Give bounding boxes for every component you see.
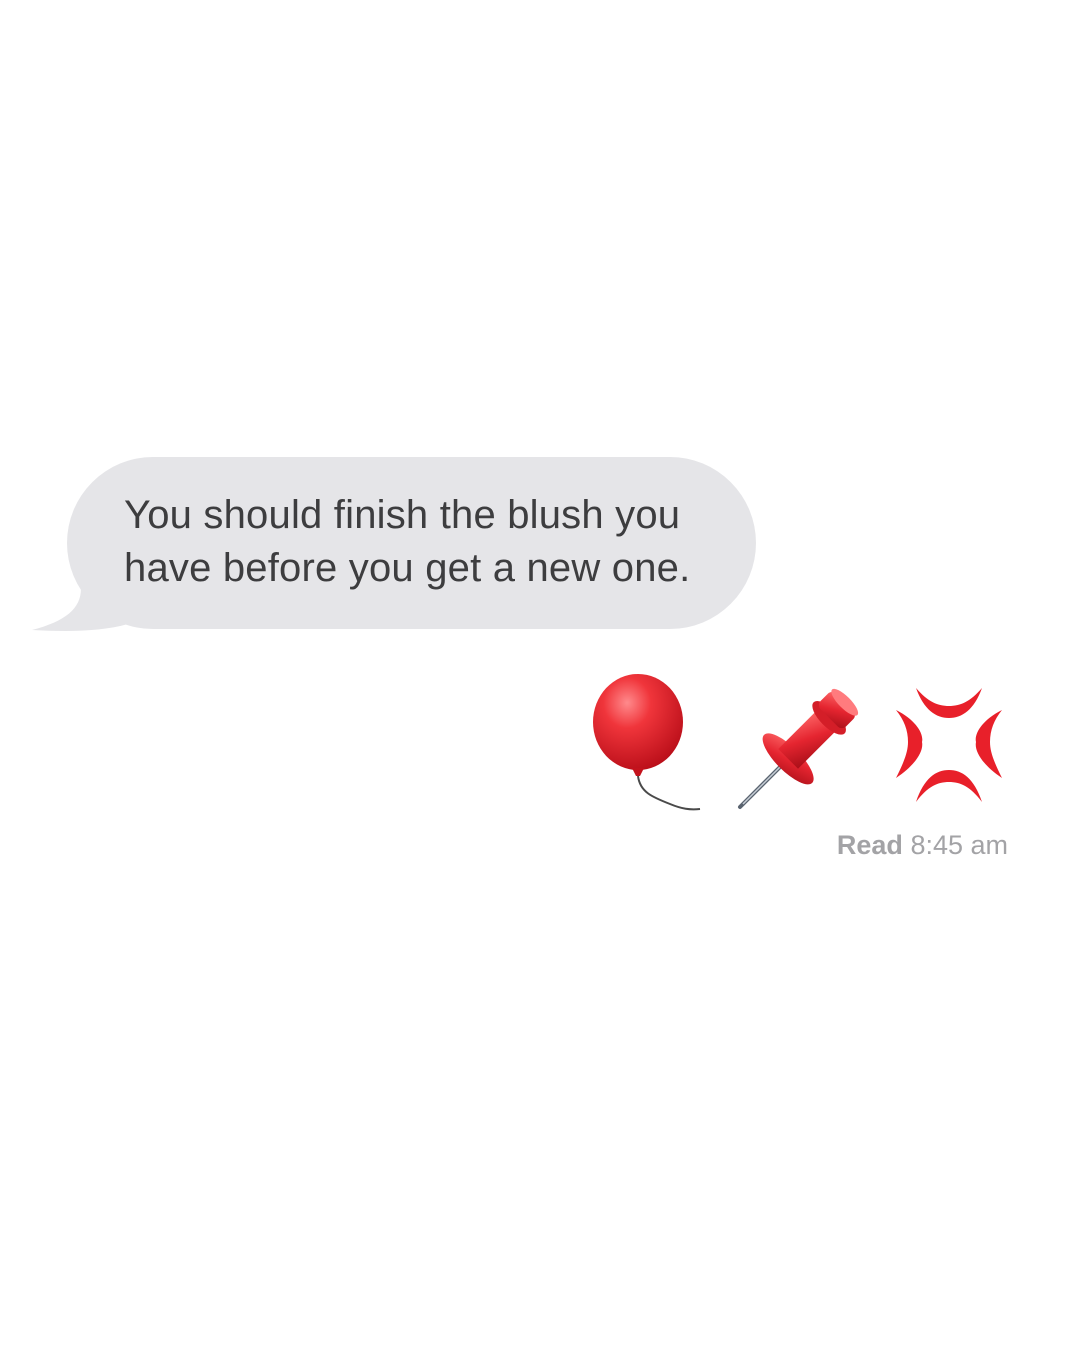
incoming-message-bubble[interactable] [67, 457, 756, 629]
read-receipt [837, 830, 1008, 861]
outgoing-emoji-message[interactable] [590, 672, 1020, 817]
balloon-icon [590, 672, 710, 817]
incoming-message-text: You should finish the blush you have before you get a new one. [124, 493, 691, 590]
anger-symbol-icon [888, 682, 1010, 807]
read-time: 8:45 am [910, 830, 1008, 860]
read-label: Read [836, 830, 903, 860]
pushpin-icon [735, 672, 875, 812]
